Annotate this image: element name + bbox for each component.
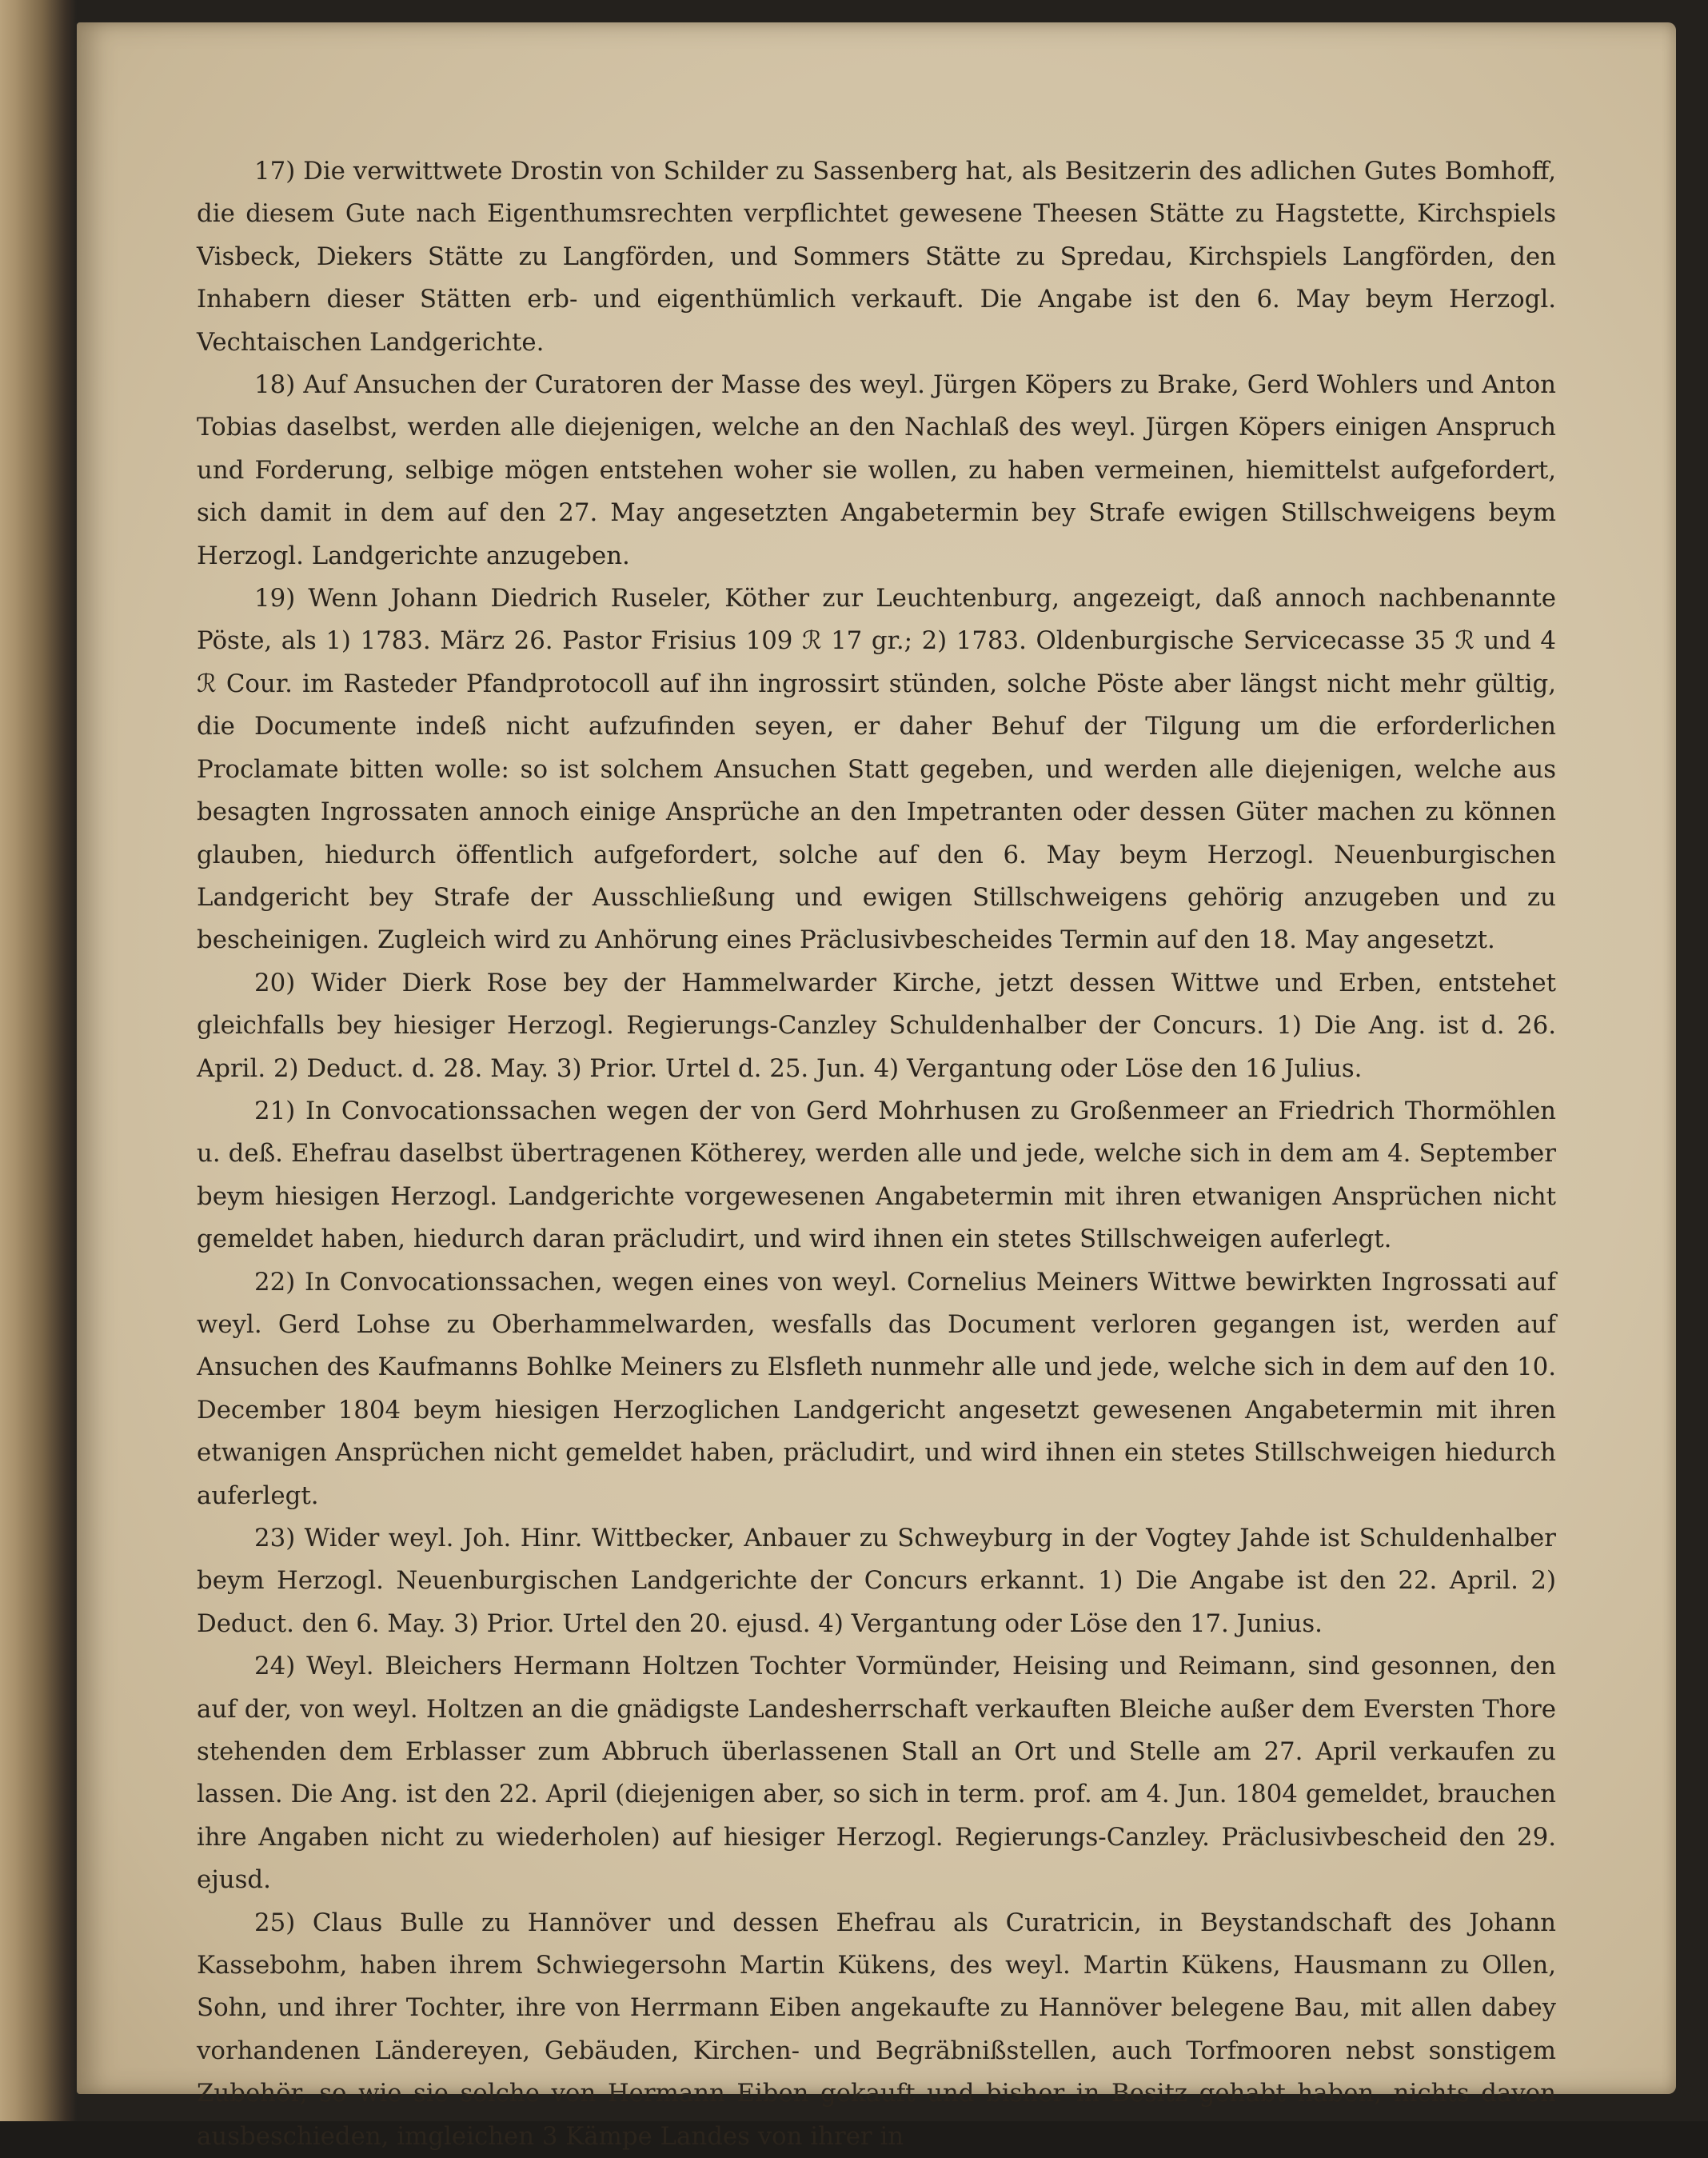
- entry-text: In Convocationssachen, wegen eines von weyl. Cornelius Meiners Wittwe bewirkten Ingrossati auf weyl. Gerd Lohse zu Oberhammelwarden, wesfalls das Document verloren gegangen ist, werden auf Ansuchen des Kaufmanns Bohlke Meiners zu Elsfleth nunmehr alle und jede, welche sich in dem auf den 10. December 1804 beym hiesigen Herzoglichen Landgericht angesetzt gewesenen Angabetermin mit ihren etwanigen Ansprüchen nicht gemeldet haben, präcludirt, und wird ihnen ein stetes Stillschweigen hiedurch auferlegt.: [197, 1267, 1556, 1510]
- entry-number: 17): [254, 157, 296, 186]
- entry-25: [197, 1902, 1556, 2158]
- entry-number: 24): [254, 1652, 296, 1681]
- entry-text: Claus Bulle zu Hannöver und dessen Ehefrau als Curatricin, in Beystandschaft des Johann Kassebohm, haben ihrem Schwiegersohn Martin Kükens, des weyl. Martin Kükens, Hausmann zu Ollen, Sohn, und ihrer Tochter, ihre von Herrmann Eiben angekaufte zu Hannöver belegene Bau, mit allen dabey vorhandenen Ländereyen, Gebäuden, Kirchen- und Begräbnißstellen, auch Torfmooren nebst sonstigem Zubehör, so wie sie solche von Hermann Eiben gekauft und bisher in Besitz gehabt haben, nichts davon ausbeschieden, imgleichen 3 Kämpe Landes von ihrer in: [197, 1908, 1557, 2151]
- entry-23: [197, 1517, 1556, 1645]
- entry-number: 25): [254, 1908, 296, 1937]
- entry-number: 20): [254, 968, 296, 997]
- entry-17: [197, 150, 1556, 364]
- entry-text: Wider weyl. Joh. Hinr. Wittbecker, Anbauer zu Schweyburg in der Vogtey Jahde ist Schuldenhalber beym Herzogl. Neuenburgischen Landgerichte der Concurs erkannt. 1) Die Angabe ist den 22. April. 2) Deduct. den 6. May. 3) Prior. Urtel den 20. ejusd. 4) Vergantung oder Löse den 17. Junius.: [197, 1524, 1556, 1638]
- entry-text: Auf Ansuchen der Curatoren der Masse des weyl. Jürgen Köpers zu Brake, Gerd Wohlers und Anton Tobias daselbst, werden alle diejenigen, welche an den Nachlaß des weyl. Jürgen Köpers einigen Anspruch und Forderung, selbige mögen entstehen woher sie wollen, zu haben vermeinen, hiemittelst aufgefordert, sich damit in dem auf den 27. May angesetzten Angabetermin bey Strafe ewigen Stillschweigens beym Herzogl. Landgerichte anzugeben.: [197, 370, 1556, 570]
- page-text-column: [197, 150, 1556, 2158]
- entry-number: 18): [254, 370, 296, 400]
- entry-21: [197, 1090, 1556, 1261]
- entry-text: Weyl. Bleichers Hermann Holtzen Tochter Vormünder, Heising und Reimann, sind gesonnen, den auf der, von weyl. Holtzen an die gnädigste Landesherrschaft verkauften Bleiche außer dem Eversten Thore stehenden dem Erblasser zum Abbruch überlassenen Stall an Ort und Stelle am 27. April verkaufen zu lassen. Die Ang. ist den 22. April (diejenigen aber, so sich in term. prof. am 4. Jun. 1804 gemeldet, brauchen ihre Angaben nicht zu wiederholen) auf hiesiger Herzogl. Regierungs-Canzley. Präclusivbescheid den 29. ejusd.: [197, 1652, 1556, 1895]
- book-page: [77, 22, 1676, 2151]
- entry-18: [197, 364, 1556, 577]
- entry-19: [197, 577, 1556, 962]
- entry-text: Wider Dierk Rose bey der Hammelwarder Kirche, jetzt dessen Wittwe und Erben, entstehet gleichfalls bey hiesiger Herzogl. Regierungs-Canzley Schuldenhalber der Concurs. 1) Die Ang. ist d. 26. April. 2) Deduct. d. 28. May. 3) Prior. Urtel d. 25. Jun. 4) Vergantung oder Löse den 16 Julius.: [197, 968, 1556, 1083]
- entry-text: Wenn Johann Diedrich Ruseler, Köther zur Leuchtenburg, angezeigt, daß annoch nachbenannte Pöste, als 1) 1783. März 26. Pastor Frisius 109 ℛ 17 gr.; 2) 1783. Oldenburgische Servicecasse 35 ℛ und 4 ℛ Cour. im Rasteder Pfandprotocoll auf ihn ingrossirt stünden, solche Pöste aber längst nicht mehr gültig, die Documente indeß nicht aufzufinden seyen, er daher Behuf der Tilgung um die erforderlichen Proclamate bitten wolle: so ist solchem Ansuchen Statt gegeben, und werden alle diejenigen, welche aus besagten Ingrossaten annoch einige Ansprüche an den Impetranten oder dessen Güter machen zu können glauben, hiedurch öffentlich aufgefordert, solche auf den 6. May beym Herzogl. Neuenburgischen Landgericht bey Strafe der Ausschließung und ewigen Stillschweigens gehörig anzugeben und zu bescheinigen. Zugleich wird zu Anhörung eines Präclusivbescheides Termin auf den 18. May angesetzt.: [197, 584, 1556, 955]
- entry-text: In Convocationssachen wegen der von Gerd Mohrhusen zu Großenmeer an Friedrich Thormöhlen u. deß. Ehefrau daselbst übertragenen Kötherey, werden alle und jede, welche sich in dem am 4. September beym hiesigen Herzogl. Landgerichte vorgewesenen Angabetermin mit ihren etwanigen Ansprüchen nicht gemeldet haben, hiedurch daran präcludirt, und wird ihnen ein stetes Stillschweigen auferlegt.: [197, 1096, 1556, 1254]
- entry-22: [197, 1261, 1556, 1517]
- entry-number: 22): [254, 1267, 296, 1297]
- entry-number: 21): [254, 1096, 296, 1125]
- entry-24: [197, 1645, 1556, 1901]
- entry-text: Die verwittwete Drostin von Schilder zu Sassenberg hat, als Besitzerin des adlichen Gutes Bomhoff, die diesem Gute nach Eigenthumsrechten verpflichtet gewesene Theesen Stätte zu Hagstette, Kirchspiels Visbeck, Diekers Stätte zu Langförden, und Sommers Stätte zu Spredau, Kirchspiels Langförden, den Inhabern dieser Stätten erb- und eigenthümlich verkauft. Die Angabe ist den 6. May beym Herzogl. Vechtaischen Landgerichte.: [197, 157, 1556, 357]
- entry-20: [197, 962, 1556, 1090]
- scan-background-edge: [1679, 0, 1708, 2121]
- entry-number: 23): [254, 1524, 296, 1553]
- entry-number: 19): [254, 584, 296, 613]
- book-binding-edge: [0, 0, 77, 2121]
